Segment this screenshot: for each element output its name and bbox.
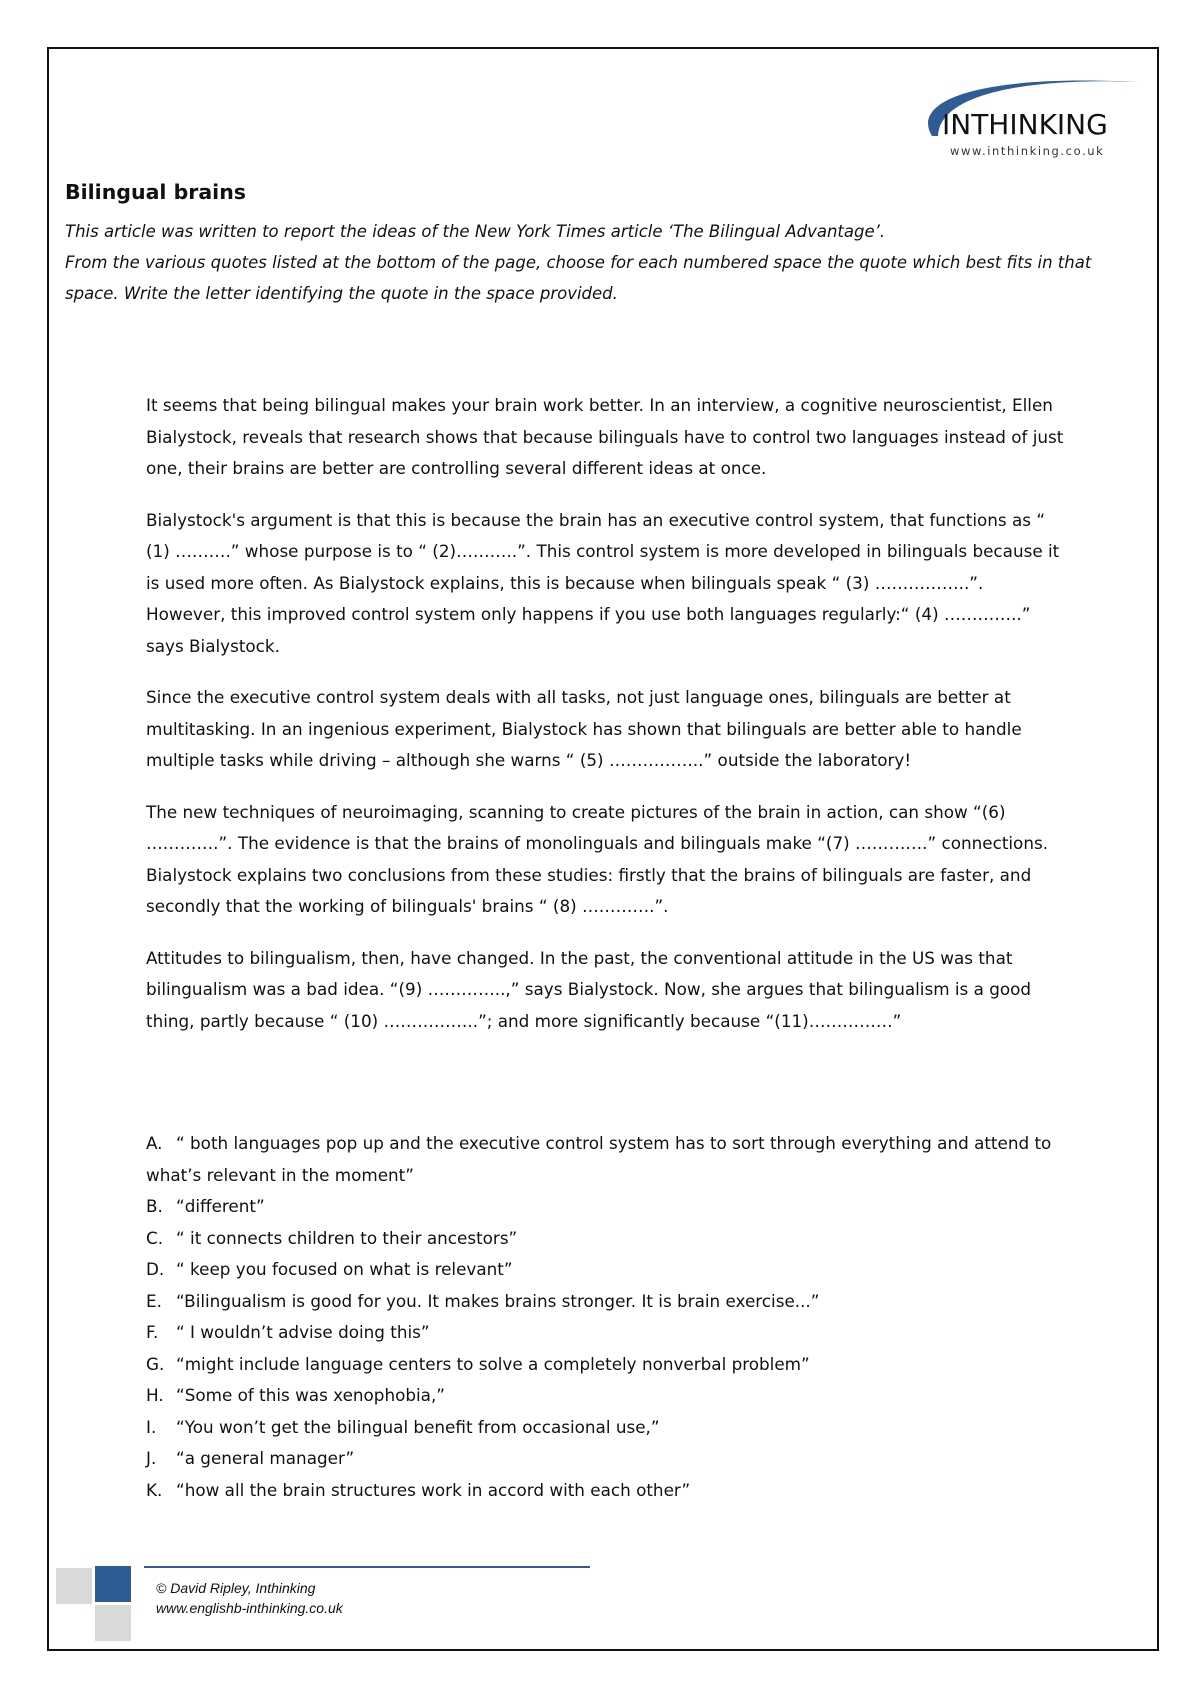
- article-body: [146, 390, 1066, 1057]
- quote-text: “Bilingualism is good for you. It makes brains stronger. It is brain exercise...”: [176, 1290, 820, 1311]
- quote-letter: K.: [146, 1479, 163, 1500]
- quote-list: [146, 1128, 1066, 1506]
- quote-letter: I.: [146, 1416, 157, 1437]
- page-title: Bilingual brains: [65, 180, 247, 204]
- quote-letter: D.: [146, 1259, 165, 1279]
- quote-item: [146, 1475, 1066, 1507]
- quote-text: “ I wouldn’t advise doing this”: [176, 1322, 430, 1342]
- intro-line: From the various quotes listed at the bottom of the page, choose for each numbered space the quote which best fits in that space. Write the letter identifying the quote in the space provided.: [65, 253, 1092, 303]
- logo-name: INTHINKING: [942, 108, 1108, 141]
- header-section: [65, 180, 1125, 309]
- logo-url: www.inthinking.co.uk: [950, 144, 1105, 158]
- footer-url: www.englishb-inthinking.co.uk: [156, 1600, 343, 1616]
- quote-text: “a general manager”: [176, 1448, 355, 1468]
- intro-line: This article was written to report the ideas of the New York Times article ‘The Bilingual Advantage’.: [65, 222, 886, 241]
- quote-letter: A.: [146, 1133, 163, 1153]
- quote-item: [146, 1317, 1066, 1349]
- quote-item: [146, 1380, 1066, 1412]
- quote-item: [146, 1443, 1066, 1475]
- instructions: [65, 216, 1125, 309]
- footer-divider: [144, 1566, 590, 1568]
- quote-letter: B.: [146, 1196, 163, 1216]
- quote-text: “Some of this was xenophobia,”: [176, 1385, 445, 1405]
- quote-text: “ it connects children to their ancestors”: [176, 1227, 518, 1248]
- quote-item: [146, 1223, 1066, 1255]
- quote-letter: F.: [146, 1322, 159, 1342]
- quote-text: “ both languages pop up and the executive control system has to sort through everything and attend to what’s relevant in the moment”: [146, 1133, 1052, 1185]
- quote-text: “how all the brain structures work in accord with each other”: [176, 1479, 691, 1500]
- quote-text: “You won’t get the bilingual benefit from occasional use,”: [176, 1416, 660, 1437]
- article-paragraph: It seems that being bilingual makes your brain work better. In an interview, a cognitive neuroscientist, Ellen Bialystock, reveals that research shows that because bilinguals have to control two languages instead of just one, their brains are better are controlling several different ideas at once.: [146, 395, 1064, 478]
- footer-square: [56, 1568, 92, 1604]
- inthinking-logo: [900, 70, 1140, 170]
- footer-square-accent: [95, 1566, 131, 1602]
- quote-letter: E.: [146, 1290, 162, 1311]
- quote-item: [146, 1286, 1066, 1318]
- quote-item: [146, 1412, 1066, 1444]
- article-paragraph: Bialystock's argument is that this is because the brain has an executive control system, that functions as “ (1) ……….” whose purpose is to “ (2)………..”. This control system is more developed in bilinguals because it is used more often. As Bialystock explains, this is because when bilinguals speak “ (3) ……………..”. However, this improved control system only happens if you use both languages regularly:“ (4) …………..” says Bialystock.: [146, 509, 1060, 656]
- quote-text: “ keep you focused on what is relevant”: [176, 1259, 513, 1279]
- quote-item: [146, 1349, 1066, 1381]
- article-paragraph: Attitudes to bilingualism, then, have changed. In the past, the conventional attitude in the US was that bilingualism was a bad idea. “(9) …………..,” says Bialystock. Now, she argues that bilingualism is a good thing, partly because “ (10) ……………..”; and more significantly because “(11)……………”: [146, 947, 1032, 1031]
- quote-letter: C.: [146, 1227, 164, 1248]
- article-paragraph: The new techniques of neuroimaging, scanning to create pictures of the brain in action, can show “(6) ………….”. The evidence is that the brains of monolinguals and bilinguals make “(7) ………….” connections. Bialystock explains two conclusions from these studies: firstly that the brains of bilinguals are faster, and secondly that the working of bilinguals' brains “ (8) ………….”.: [146, 801, 1049, 916]
- quote-letter: J.: [146, 1448, 157, 1468]
- quote-text: “might include language centers to solve a completely nonverbal problem”: [176, 1353, 810, 1374]
- footer-copyright: © David Ripley, Inthinking: [156, 1580, 316, 1596]
- article-paragraph: Since the executive control system deals with all tasks, not just language ones, bilinguals are better at multitasking. In an ingenious experiment, Bialystock has shown that bilinguals are better able to handle multiple tasks while driving – although she warns “ (5) ……………..” outside the laboratory!: [146, 687, 1022, 770]
- quote-text: “different”: [176, 1196, 265, 1216]
- quote-letter: H.: [146, 1385, 164, 1405]
- footer-credits: [156, 1578, 343, 1618]
- footer-square: [95, 1605, 131, 1641]
- quote-item: [146, 1254, 1066, 1286]
- quote-letter: G.: [146, 1353, 165, 1374]
- quote-item: [146, 1128, 1066, 1191]
- quote-item: [146, 1191, 1066, 1223]
